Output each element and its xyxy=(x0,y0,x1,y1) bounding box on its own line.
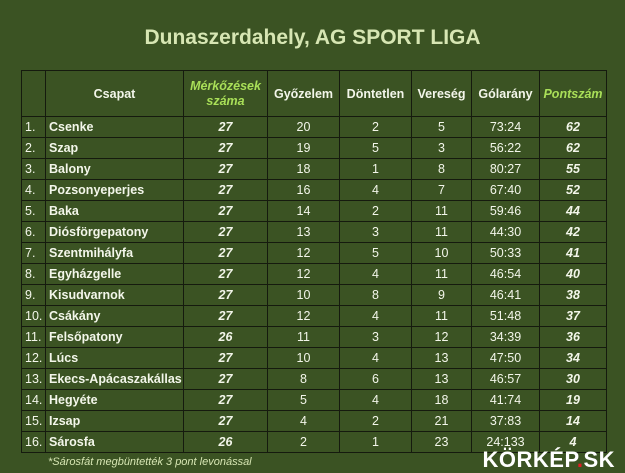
goals-cell: 59:46 xyxy=(472,201,540,222)
wins-cell: 5 xyxy=(268,390,340,411)
wins-cell: 12 xyxy=(268,264,340,285)
draws-cell: 2 xyxy=(340,201,412,222)
table-row xyxy=(22,117,607,138)
points-cell: 37 xyxy=(540,306,607,327)
table-row xyxy=(22,264,607,285)
goals-cell: 56:22 xyxy=(472,138,540,159)
points-cell: 52 xyxy=(540,180,607,201)
played-cell: 27 xyxy=(184,117,268,138)
wins-cell: 8 xyxy=(268,369,340,390)
points-cell: 34 xyxy=(540,348,607,369)
played-cell: 27 xyxy=(184,201,268,222)
played-cell: 27 xyxy=(184,243,268,264)
rank-cell: 4. xyxy=(22,180,46,201)
losses-cell: 11 xyxy=(412,306,472,327)
draws-cell: 3 xyxy=(340,327,412,348)
wins-cell: 12 xyxy=(268,243,340,264)
wins-cell: 18 xyxy=(268,159,340,180)
wins-cell: 20 xyxy=(268,117,340,138)
team-cell: Sárosfa xyxy=(46,432,184,453)
points-cell: 42 xyxy=(540,222,607,243)
goals-cell: 37:83 xyxy=(472,411,540,432)
wins-cell: 16 xyxy=(268,180,340,201)
logo-tld-text: SK xyxy=(583,447,615,472)
rank-cell: 1. xyxy=(22,117,46,138)
rank-cell: 12. xyxy=(22,348,46,369)
table-row xyxy=(22,390,607,411)
wins-cell: 10 xyxy=(268,348,340,369)
korkep-logo xyxy=(483,447,615,473)
goals-cell: 50:33 xyxy=(472,243,540,264)
header-losses: Vereség xyxy=(412,71,472,117)
team-cell: Lúcs xyxy=(46,348,184,369)
rank-cell: 13. xyxy=(22,369,46,390)
table-row xyxy=(22,138,607,159)
rank-cell: 9. xyxy=(22,285,46,306)
points-cell: 36 xyxy=(540,327,607,348)
points-cell: 62 xyxy=(540,138,607,159)
played-cell: 27 xyxy=(184,390,268,411)
draws-cell: 3 xyxy=(340,222,412,243)
played-cell: 26 xyxy=(184,327,268,348)
goals-cell: 41:74 xyxy=(472,390,540,411)
rank-cell: 16. xyxy=(22,432,46,453)
losses-cell: 18 xyxy=(412,390,472,411)
rank-cell: 3. xyxy=(22,159,46,180)
losses-cell: 11 xyxy=(412,201,472,222)
points-cell: 19 xyxy=(540,390,607,411)
points-cell: 62 xyxy=(540,117,607,138)
losses-cell: 3 xyxy=(412,138,472,159)
played-cell: 27 xyxy=(184,369,268,390)
goals-cell: 51:48 xyxy=(472,306,540,327)
team-cell: Izsap xyxy=(46,411,184,432)
draws-cell: 2 xyxy=(340,117,412,138)
losses-cell: 11 xyxy=(412,264,472,285)
table-row xyxy=(22,411,607,432)
losses-cell: 12 xyxy=(412,327,472,348)
points-cell: 44 xyxy=(540,201,607,222)
rank-cell: 6. xyxy=(22,222,46,243)
rank-cell: 2. xyxy=(22,138,46,159)
draws-cell: 4 xyxy=(340,306,412,327)
header-team: Csapat xyxy=(46,71,184,117)
played-cell: 27 xyxy=(184,264,268,285)
goals-cell: 46:54 xyxy=(472,264,540,285)
goals-cell: 46:41 xyxy=(472,285,540,306)
losses-cell: 8 xyxy=(412,159,472,180)
team-cell: Baka xyxy=(46,201,184,222)
goals-cell: 46:57 xyxy=(472,369,540,390)
rank-cell: 10. xyxy=(22,306,46,327)
wins-cell: 12 xyxy=(268,306,340,327)
table-row xyxy=(22,348,607,369)
table-row xyxy=(22,369,607,390)
points-cell: 14 xyxy=(540,411,607,432)
losses-cell: 10 xyxy=(412,243,472,264)
points-cell: 55 xyxy=(540,159,607,180)
played-cell: 27 xyxy=(184,285,268,306)
draws-cell: 2 xyxy=(340,411,412,432)
draws-cell: 4 xyxy=(340,264,412,285)
played-cell: 27 xyxy=(184,138,268,159)
points-cell: 41 xyxy=(540,243,607,264)
draws-cell: 1 xyxy=(340,432,412,453)
table-row xyxy=(22,306,607,327)
table-row xyxy=(22,285,607,306)
team-cell: Ekecs-Apácaszakállas xyxy=(46,369,184,390)
header-matches: Mérkőzések száma xyxy=(184,71,268,117)
team-cell: Szentmihályfa xyxy=(46,243,184,264)
header-wins: Győzelem xyxy=(268,71,340,117)
header-row xyxy=(22,71,607,117)
team-cell: Szap xyxy=(46,138,184,159)
team-cell: Csákány xyxy=(46,306,184,327)
played-cell: 27 xyxy=(184,348,268,369)
header-goals: Gólarány xyxy=(472,71,540,117)
losses-cell: 11 xyxy=(412,222,472,243)
losses-cell: 23 xyxy=(412,432,472,453)
team-cell: Felsőpatony xyxy=(46,327,184,348)
losses-cell: 13 xyxy=(412,348,472,369)
wins-cell: 2 xyxy=(268,432,340,453)
rank-cell: 8. xyxy=(22,264,46,285)
team-cell: Hegyéte xyxy=(46,390,184,411)
losses-cell: 5 xyxy=(412,117,472,138)
points-cell: 38 xyxy=(540,285,607,306)
losses-cell: 7 xyxy=(412,180,472,201)
losses-cell: 9 xyxy=(412,285,472,306)
logo-main-text: KÖRKÉP xyxy=(482,447,577,472)
team-cell: Pozsonyeperjes xyxy=(46,180,184,201)
rank-cell: 11. xyxy=(22,327,46,348)
goals-cell: 80:27 xyxy=(472,159,540,180)
played-cell: 27 xyxy=(184,411,268,432)
wins-cell: 10 xyxy=(268,285,340,306)
table-row xyxy=(22,243,607,264)
goals-cell: 44:30 xyxy=(472,222,540,243)
team-cell: Kisudvarnok xyxy=(46,285,184,306)
played-cell: 27 xyxy=(184,159,268,180)
goals-cell: 67:40 xyxy=(472,180,540,201)
rank-cell: 7. xyxy=(22,243,46,264)
wins-cell: 11 xyxy=(268,327,340,348)
draws-cell: 4 xyxy=(340,348,412,369)
losses-cell: 21 xyxy=(412,411,472,432)
draws-cell: 1 xyxy=(340,159,412,180)
header-draws: Döntetlen xyxy=(340,71,412,117)
rank-cell: 14. xyxy=(22,390,46,411)
points-cell: 40 xyxy=(540,264,607,285)
standings-table xyxy=(21,70,607,453)
team-cell: Balony xyxy=(46,159,184,180)
rank-cell: 5. xyxy=(22,201,46,222)
table-row xyxy=(22,180,607,201)
goals-cell: 34:39 xyxy=(472,327,540,348)
draws-cell: 5 xyxy=(340,243,412,264)
points-cell: 30 xyxy=(540,369,607,390)
wins-cell: 19 xyxy=(268,138,340,159)
losses-cell: 13 xyxy=(412,369,472,390)
penalty-footnote: *Sárosfát megbüntették 3 pont levonással xyxy=(48,456,252,468)
wins-cell: 4 xyxy=(268,411,340,432)
played-cell: 26 xyxy=(184,432,268,453)
table-row xyxy=(22,201,607,222)
wins-cell: 13 xyxy=(268,222,340,243)
draws-cell: 5 xyxy=(340,138,412,159)
draws-cell: 4 xyxy=(340,390,412,411)
played-cell: 27 xyxy=(184,180,268,201)
played-cell: 27 xyxy=(184,306,268,327)
header-points: Pontszám xyxy=(540,71,607,117)
page-title: Dunaszerdahely, AG SPORT LIGA xyxy=(144,26,481,49)
team-cell: Egyházgelle xyxy=(46,264,184,285)
team-cell: Diósförgepatony xyxy=(46,222,184,243)
table-row xyxy=(22,327,607,348)
logo-dot: . xyxy=(576,447,584,472)
table-row xyxy=(22,159,607,180)
draws-cell: 8 xyxy=(340,285,412,306)
points-cell: 4 xyxy=(540,432,607,453)
wins-cell: 14 xyxy=(268,201,340,222)
team-cell: Csenke xyxy=(46,117,184,138)
table-row xyxy=(22,222,607,243)
rank-cell: 15. xyxy=(22,411,46,432)
goals-cell: 73:24 xyxy=(472,117,540,138)
header-rank xyxy=(22,71,46,117)
draws-cell: 6 xyxy=(340,369,412,390)
draws-cell: 4 xyxy=(340,180,412,201)
goals-cell: 47:50 xyxy=(472,348,540,369)
played-cell: 27 xyxy=(184,222,268,243)
goals-cell: 24:133 xyxy=(472,432,540,453)
